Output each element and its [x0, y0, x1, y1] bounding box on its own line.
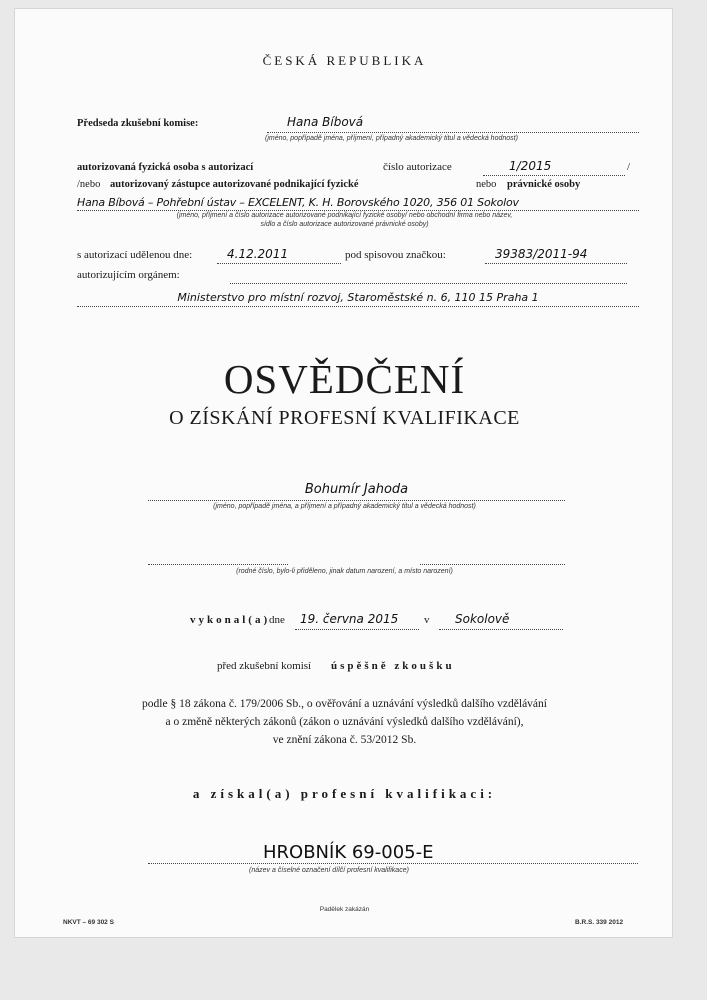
- granted-label: s autorizací udělenou dne:: [77, 249, 193, 261]
- exam-date-line: [295, 629, 419, 630]
- file-number-label: pod spisovou značkou:: [345, 249, 446, 261]
- form-code: NKVT – 69 302 S: [63, 919, 114, 926]
- representative-line: [77, 210, 639, 211]
- file-number: 39383/2011-94: [495, 247, 588, 261]
- chair-name: Hana Bíbová: [287, 115, 364, 129]
- exam-place-label: v: [424, 614, 430, 626]
- holder-name-line: [148, 500, 565, 501]
- qualification-note: (název a číselné označení dílčí profesní kvalifikace): [249, 867, 409, 874]
- performed-label: vykonal(a): [190, 614, 271, 626]
- law-line-3: ve znění zákona č. 53/2012 Sb.: [272, 734, 417, 746]
- holder-name-note: (jméno, popřípadě jména, a příjmení a případný akademický titul a vědecká hodnost): [213, 503, 476, 510]
- exam-date-label: dne: [269, 614, 285, 626]
- qualification-name: HROBNÍK 69-005-E: [263, 842, 434, 863]
- law-line-2: a o změně některých zákonů (zákon o uznávání výsledků dalšího vzdělávání),: [165, 716, 524, 728]
- certificate-title: OSVĚDČENÍ: [223, 356, 466, 402]
- birth-note: (rodné číslo, bylo-li přiděleno, jinak datum narození, a místo narození): [236, 568, 453, 575]
- exam-result: úspěšně zkoušku: [331, 660, 455, 672]
- exam-date: 19. června 2015: [300, 612, 399, 626]
- auth-number-slash: /: [627, 161, 631, 173]
- country-heading: ČESKÁ REPUBLIKA: [262, 53, 427, 68]
- file-number-line: [485, 263, 627, 264]
- granted-date: 4.12.2011: [227, 247, 289, 261]
- auth-person-label: autorizovaná fyzická osoba s autorizací: [77, 162, 254, 173]
- qualification-line: [148, 863, 638, 864]
- certificate-page: [14, 8, 673, 938]
- authority-name: Ministerstvo pro místní rozvoj, Staroměstské n. 6, 110 15 Praha 1: [177, 291, 539, 304]
- granted-date-line: [217, 263, 341, 264]
- authority-line-1: [230, 283, 627, 284]
- representative-note-1: (jméno, příjmení a číslo autorizace autorizované podnikající fyzické osoby/ nebo obchodní firma nebo název,: [176, 212, 513, 219]
- or-prefix: /nebo: [77, 179, 101, 190]
- or-representative-label: autorizovaný zástupce autorizované podnikající fyzické: [110, 179, 359, 190]
- chair-label: Předseda zkušební komise:: [77, 118, 199, 129]
- authority-line-2: [77, 306, 639, 307]
- forgery-prohibited-note: Padělek zakázán: [319, 906, 370, 913]
- auth-number: 1/2015: [509, 159, 552, 173]
- legal-person-label: právnické osoby: [507, 179, 581, 190]
- or-word: nebo: [476, 179, 497, 190]
- birth-number-line: [148, 564, 288, 565]
- chair-note: (jméno, popřípadě jména, příjmení, případný akademický titul a vědecká hodnost): [265, 135, 518, 142]
- certificate-subtitle: O ZÍSKÁNÍ PROFESNÍ KVALIFIKACE: [169, 407, 520, 429]
- law-line-1: podle § 18 zákona č. 179/2006 Sb., o ověřování a uznávání výsledků dalšího vzdělávání: [142, 698, 547, 710]
- auth-number-line: [483, 175, 625, 176]
- chair-line: [267, 132, 639, 133]
- exam-place-line: [439, 629, 563, 630]
- qualification-heading: a získal(a) profesní kvalifikaci:: [192, 786, 497, 801]
- birth-place-line: [420, 564, 565, 565]
- representative-text: Hana Bíbová – Pohřební ústav – EXCELENT, K. H. Borovského 1020, 356 01 Sokolov: [77, 196, 519, 209]
- printer-code: B.R.S. 339 2012: [575, 919, 624, 926]
- exam-place: Sokolově: [455, 612, 510, 626]
- auth-number-label: číslo autorizace: [383, 161, 452, 173]
- holder-name: Bohumír Jahoda: [304, 482, 409, 497]
- authority-label: autorizujícím orgánem:: [77, 269, 180, 281]
- before-committee-label: před zkušební komisí: [217, 660, 312, 672]
- representative-note-2: sídlo a číslo autorizace autorizované právnické osoby): [260, 221, 429, 228]
